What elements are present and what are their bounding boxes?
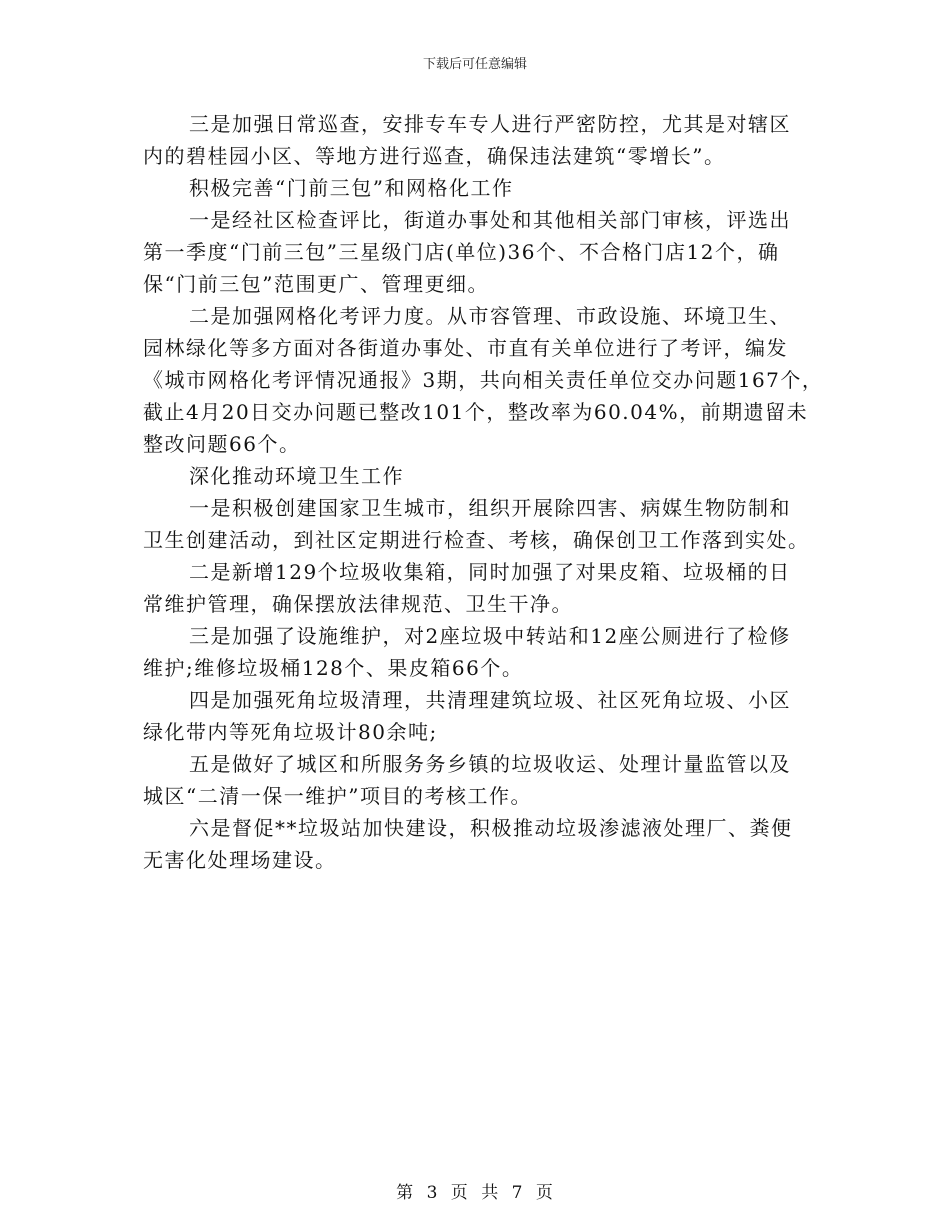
paragraph-grid-evaluation: 二是加强网格化考评力度。从市容管理、市政设施、环境卫生、 园林绿化等多方面对各街道办事处、市直有关单位进行了考评，编发 《城市网格化考评情况通报》3期，共向相关责任单位交办问题167个， 截止4月20日交办问题已整改101个，整改率为60.04%，前期遗留未 整改问题66个。: [143, 304, 824, 456]
document-body: [143, 108, 833, 876]
paragraph-hygiene-city: 一是积极创建国家卫生城市，组织开展除四害、病媒生物防制和 卫生创建活动，到社区定期进行检查、考核，确保创卫工作落到实处。: [143, 496, 810, 552]
header-note: 下载后可任意编辑: [422, 57, 527, 72]
section-heading-grid-work: 积极完善“门前三包”和网格化工作: [189, 176, 514, 200]
paragraph-inspection: 三是加强日常巡查，安排专车专人进行严密防控，尤其是对辖区 内的碧桂园小区、等地方进行巡查，确保违法建筑“零增长”。: [143, 112, 791, 168]
paragraph-collection-supervision: 五是做好了城区和所服务务乡镇的垃圾收运、处理计量监管以及 城区“二清一保一维护”项目的考核工作。: [143, 752, 791, 808]
paragraph-store-rating: 一是经社区检查评比，街道办事处和其他相关部门审核，评选出 第一季度“门前三包”三星级门店(单位)36个、不合格门店12个，确 保“门前三包”范围更广、管理更细。: [143, 208, 791, 296]
page-number: 第 3 页 共 7 页: [396, 1183, 554, 1203]
paragraph-facility-maintenance: 三是加强了设施维护，对2座垃圾中转站和12座公厕进行了检修 维护;维修垃圾桶128个、果皮箱66个。: [143, 624, 791, 680]
paragraph-station-construction: 六是督促**垃圾站加快建设，积极推动垃圾渗滤液处理厂、粪便 无害化处理场建设。: [143, 816, 793, 872]
paragraph-new-bins: 二是新增129个垃圾收集箱，同时加强了对果皮箱、垃圾桶的日 常维护管理，确保摆放法律规范、卫生干净。: [143, 560, 791, 616]
section-heading-sanitation: 深化推动环境卫生工作: [189, 464, 404, 488]
paragraph-corner-cleanup: 四是加强死角垃圾清理，共清理建筑垃圾、社区死角垃圾、小区 绿化带内等死角垃圾计80余吨;: [143, 688, 791, 744]
